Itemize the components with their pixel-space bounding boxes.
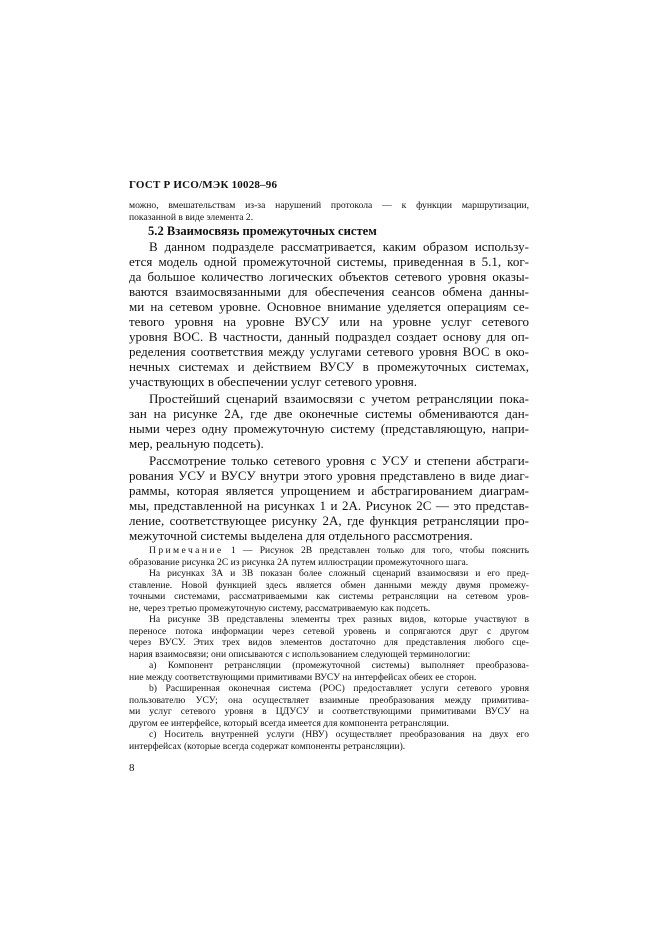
text-line: Простейший сценарий взаимосвязи с учетом ретрансляции пока-	[149, 391, 529, 406]
text-line: переносе потока информации через сетевой уровень и сопрягаются друг с другом	[129, 625, 529, 637]
text-line: раммы, которая является упрощением и абстрагированием диаграм-	[129, 483, 529, 498]
note	[129, 545, 529, 568]
paragraph-1	[129, 239, 529, 389]
note-line: образование рисунка 2С из рисунка 2А путем иллюстрации промежуточного шага.	[129, 556, 469, 568]
document-body	[129, 178, 529, 752]
text-line: тевого уровня на уровне ВУСУ или на уровне услуг сетевого	[129, 314, 529, 329]
text-line: пользователю УСУ; она осуществляет взаимные преобразования между примитива-	[129, 694, 529, 706]
text-line: Рассмотрение только сетевого уровня с УСУ и степени абстраги-	[149, 453, 529, 468]
text-line: На рисунке 3В представлены элементы трех разных видов, которые участвуют в	[149, 614, 529, 625]
text-line: можно, вмешательствам из-за нарушений протокола — к функции маршрутизации,	[129, 200, 529, 211]
list-item-a	[129, 660, 529, 683]
text-line: ределения соответствия между услугами сетевого уровня ВОС в око-	[129, 344, 529, 359]
text-line: ление, соответствующее рисунку 2А, где функция ретрансляции про-	[129, 513, 529, 528]
text-line: нечных системах и действием ВУСУ в промежуточных системах,	[129, 359, 529, 374]
text-line: точными системами, рассматриваемыми как системы ретрансляции на сетевом уров-	[129, 591, 529, 602]
text-line: межуточной системы выделена для отдельного рассмотрения.	[129, 528, 473, 543]
text-line: мы, представленной на рисунках 1 и 2А. Рисунок 2С — это представ-	[129, 498, 529, 513]
page-number: 8	[129, 762, 135, 774]
text-line: На рисунках 3А и 3В показан более сложный сценарий взаимосвязи и его пред-	[149, 568, 529, 579]
text-line: b) Расширенная оконечная система (РОС) предоставляет услуги сетевого уровня	[149, 683, 529, 694]
text-line: ние между соответствующими примитивами ВУСУ на интерфейсах обеих ее сторон.	[129, 671, 477, 683]
list-item-c	[129, 729, 529, 752]
text-line: зан на рисунке 2А, где две оконечные системы обмениваются дан-	[129, 406, 529, 421]
note-label: Примечание	[149, 545, 224, 556]
note-line	[129, 545, 529, 557]
text-line: рования УСУ и ВУСУ внутри этого уровня представлено в виде диаг-	[129, 468, 529, 483]
text-line: мер, реальную подсеть).	[129, 436, 264, 451]
text-line: уровня ВОС. В частности, данный подраздел создает основу для оп-	[129, 329, 529, 344]
text-line: не, через третью промежуточную систему, рассматриваемую как подсеть.	[129, 602, 431, 614]
paragraph-5	[129, 614, 529, 660]
text-line: показанной в виде элемента 2.	[129, 211, 254, 223]
text-line: ставление. Новой функцией здесь является обмен данными между двумя промежу-	[129, 579, 529, 591]
text-line: ми на сетевом уровне. Основное внимание уделяется операциям се-	[129, 299, 529, 314]
text-line: ется модель одной промежуточной системы, приведенная в 5.1, ког-	[129, 254, 529, 269]
text-line: участвующих в обеспечении услуг сетевого уровня.	[129, 374, 418, 389]
text-line: ми услуг сетевого уровня в ЦДУСУ и соответствующими примитивами ВУСУ на	[129, 706, 529, 717]
intro-paragraph	[129, 200, 529, 223]
paragraph-2	[129, 391, 529, 451]
paragraph-4	[129, 568, 529, 614]
note-text: 1 — Рисунок 2В представлен только для того, чтобы пояснить	[230, 545, 529, 556]
document-header: ГОСТ Р ИСО/МЭК 10028–96	[129, 179, 278, 191]
text-line: да большое количество логических объектов сетевого уровня оказы-	[129, 269, 529, 284]
text-line: ваются взаимосвязанными для обеспечения сеансов обмена данны-	[129, 284, 529, 299]
text-line: В данном подразделе рассматривается, каким образом использу-	[149, 239, 529, 254]
text-line: интерфейсах (которые всегда содержат компоненты ретрансляции).	[129, 740, 406, 752]
text-line: а) Компонент ретрансляции (промежуточной системы) выполняет преобразова-	[149, 660, 529, 671]
text-line: через ВУСУ. Этих трех видов элементов достаточно для представления любого сце-	[129, 637, 529, 648]
list-item-b	[129, 683, 529, 729]
section-heading: 5.2 Взаимосвязь промежуточных систем	[148, 224, 377, 238]
text-line: другом ее интерфейсе, который всегда имеется для компонента ретрансляции.	[129, 717, 449, 729]
text-line: ными через одну промежуточную систему (представляющую, напри-	[129, 421, 529, 436]
text-line: нария взаимосвязи; они описываются с использованием следующей терминологии:	[129, 648, 471, 660]
paragraph-3	[129, 453, 529, 543]
text-line: с) Носитель внутренней услуги (НВУ) осуществляет преобразования на двух его	[149, 729, 529, 740]
